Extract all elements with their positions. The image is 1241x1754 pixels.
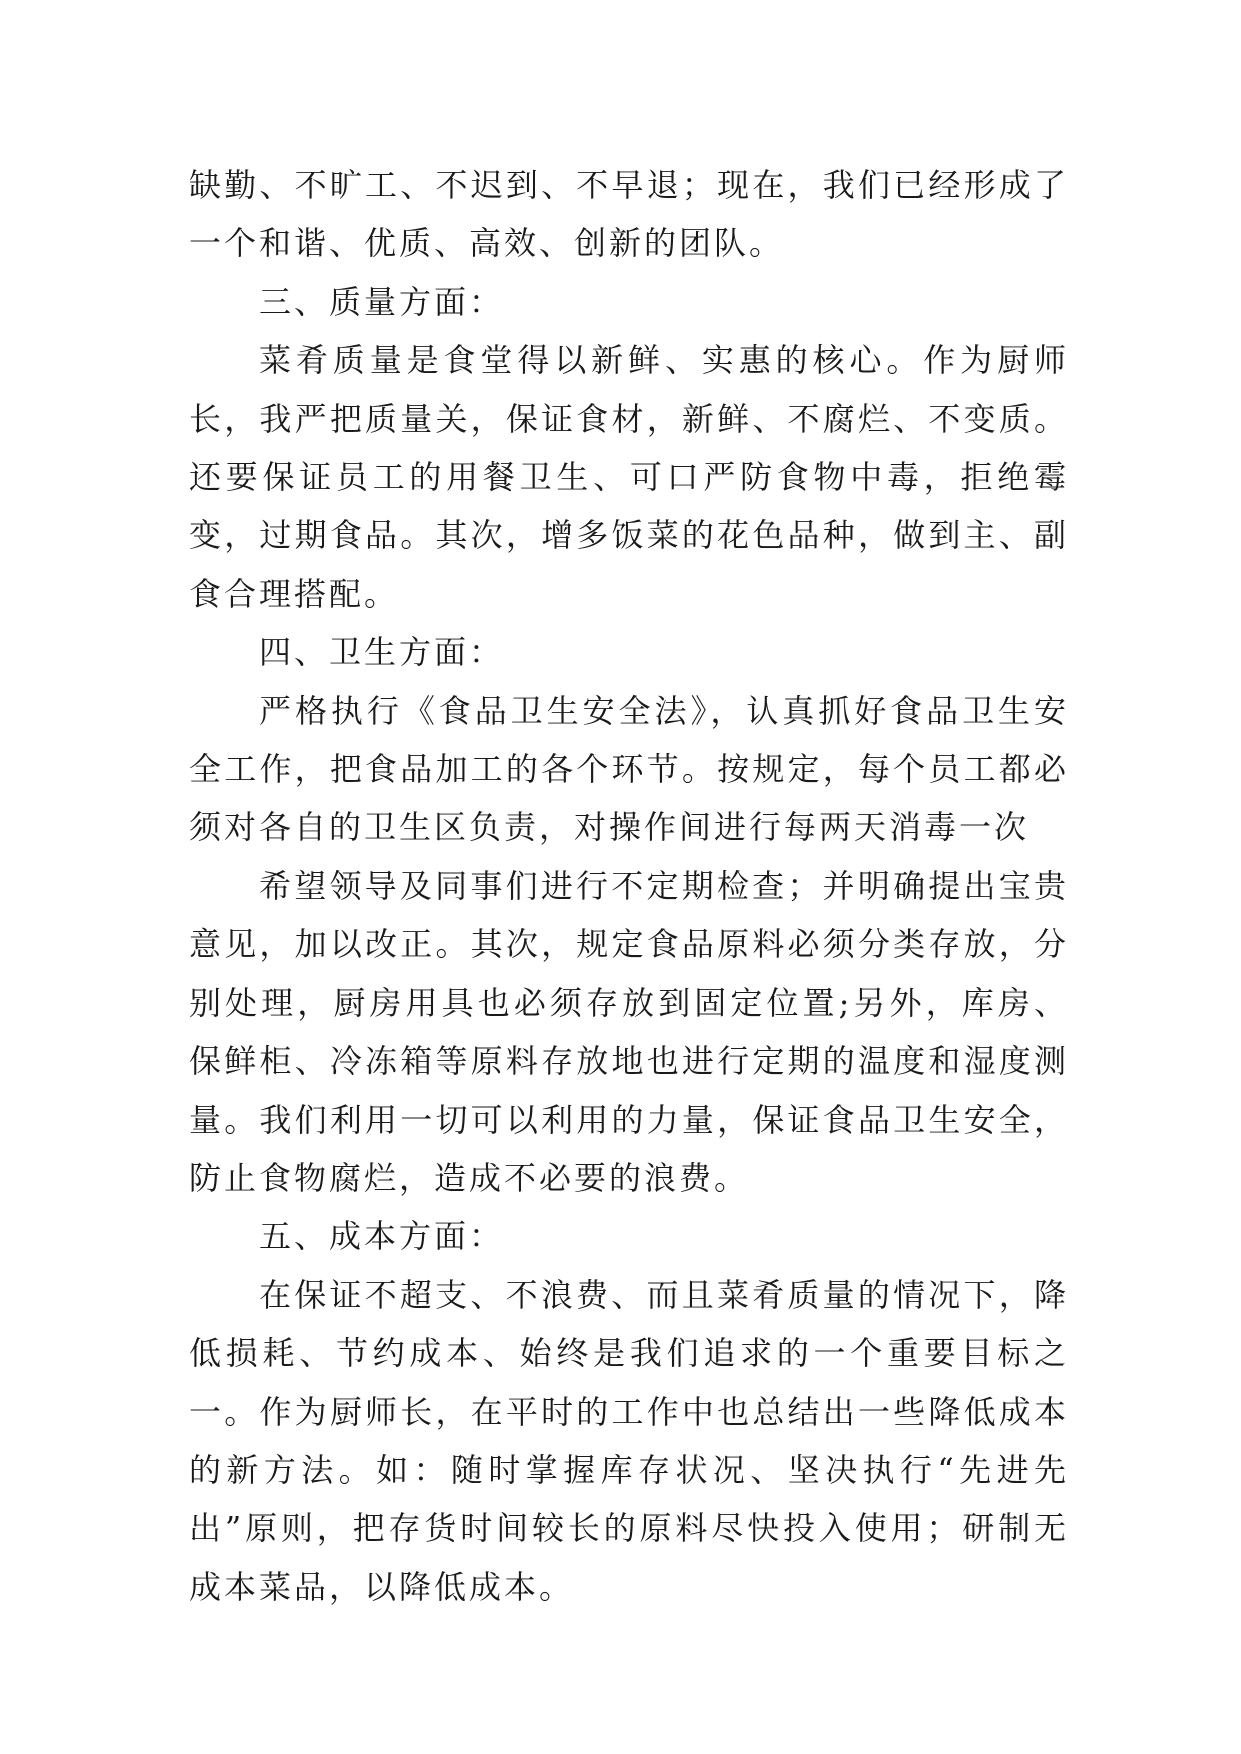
paragraph-inspection: 希望领导及同事们进行不定期检查；并明确提出宝贵意见，加以改正。其次，规定食品原料必须分类存放，分别处理，厨房用具也必须存放到固定位置;另外，库房、保鲜柜、冷冻箱等原料存放地也进行定期的温度和湿度测量。我们利用一切可以利用的力量，保证食品卫生安全，防止食物腐烂，造成不必要的浪费。	[189, 866, 1069, 1197]
document-body	[189, 156, 1069, 1616]
paragraph-hygiene: 严格执行《食品卫生安全法》，认真抓好食品卫生安全工作，把食品加工的各个环节。按规定，每个员工都必须对各自的卫生区负责，对操作间进行每两天消毒一次	[189, 691, 1069, 847]
section-heading-hygiene: 四、卫生方面：	[259, 633, 505, 672]
paragraph-continuation: 缺勤、不旷工、不迟到、不早退；现在，我们已经形成了一个和谐、优质、高效、创新的团队。	[189, 166, 1069, 263]
section-heading-cost: 五、成本方面：	[259, 1217, 505, 1256]
paragraph-quality: 菜肴质量是食堂得以新鲜、实惠的核心。作为厨师长，我严把质量关，保证食材，新鲜、不腐烂、不变质。还要保证员工的用餐卫生、可口严防食物中毒，拒绝霉变，过期食品。其次，增多饭菜的花色品种，做到主、副食合理搭配。	[189, 341, 1069, 613]
paragraph-cost: 在保证不超支、不浪费、而且菜肴质量的情况下，降低损耗、节约成本、始终是我们追求的一个重要目标之一。作为厨师长，在平时的工作中也总结出一些降低成本的新方法。如：随时掌握库存状况、坚决执行“先进先出”原则，把存货时间较长的原料尽快投入使用；研制无成本菜品，以降低成本。	[189, 1275, 1069, 1606]
section-heading-quality: 三、质量方面：	[259, 282, 505, 321]
